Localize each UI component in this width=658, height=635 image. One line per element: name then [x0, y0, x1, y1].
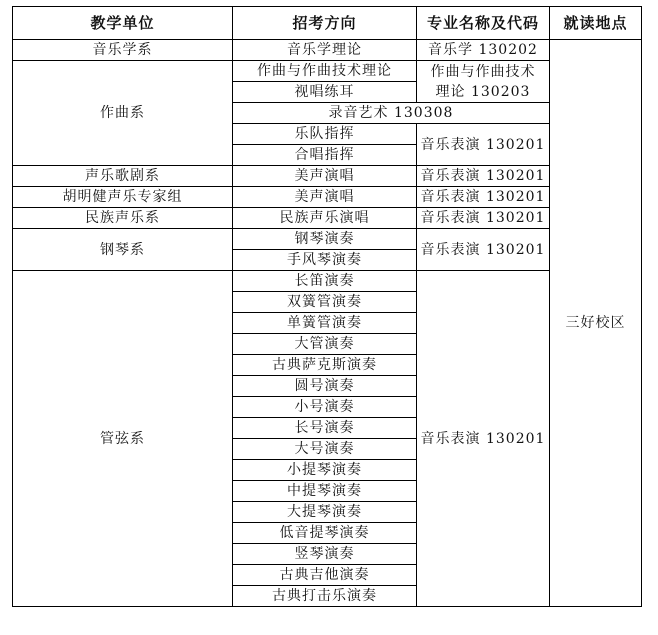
direction-cell: 视唱练耳 [233, 82, 417, 103]
unit-cell: 声乐歌剧系 [13, 166, 233, 187]
header-unit: 教学单位 [13, 7, 233, 40]
major-cell: 音乐表演 130201 [417, 208, 550, 229]
direction-cell: 美声演唱 [233, 187, 417, 208]
direction-cell: 长笛演奏 [233, 271, 417, 292]
major-cell: 音乐表演 130201 [417, 229, 550, 271]
direction-cell: 竖琴演奏 [233, 544, 417, 565]
admissions-table [12, 6, 642, 607]
direction-cell: 圆号演奏 [233, 376, 417, 397]
table-row [13, 271, 642, 292]
major-line: 理论 130203 [435, 83, 531, 100]
direction-cell: 大号演奏 [233, 439, 417, 460]
major-cell [417, 61, 550, 103]
direction-cell: 合唱指挥 [233, 145, 417, 166]
direction-cell: 古典吉他演奏 [233, 565, 417, 586]
major-cell: 音乐学 130202 [417, 40, 550, 61]
table-row [13, 61, 642, 82]
unit-cell: 作曲系 [13, 61, 233, 166]
direction-cell: 古典打击乐演奏 [233, 586, 417, 607]
direction-cell: 钢琴演奏 [233, 229, 417, 250]
table-row [13, 229, 642, 250]
unit-cell: 胡明健声乐专家组 [13, 187, 233, 208]
direction-cell: 小提琴演奏 [233, 460, 417, 481]
admissions-table-container [12, 6, 642, 607]
major-cell: 音乐表演 130201 [417, 166, 550, 187]
header-location: 就读地点 [550, 7, 642, 40]
major-cell: 音乐表演 130201 [417, 187, 550, 208]
direction-cell: 单簧管演奏 [233, 313, 417, 334]
unit-cell: 民族声乐系 [13, 208, 233, 229]
direction-cell: 作曲与作曲技术理论 [233, 61, 417, 82]
table-row [13, 187, 642, 208]
direction-cell: 音乐学理论 [233, 40, 417, 61]
unit-cell: 音乐学系 [13, 40, 233, 61]
direction-cell: 长号演奏 [233, 418, 417, 439]
direction-cell: 大管演奏 [233, 334, 417, 355]
unit-cell: 管弦系 [13, 271, 233, 607]
table-row [13, 40, 642, 61]
direction-cell: 手风琴演奏 [233, 250, 417, 271]
direction-cell: 民族声乐演唱 [233, 208, 417, 229]
direction-cell: 乐队指挥 [233, 124, 417, 145]
location-cell: 三好校区 [550, 40, 642, 607]
major-cell: 音乐表演 130201 [417, 124, 550, 166]
direction-cell: 古典萨克斯演奏 [233, 355, 417, 376]
table-row [13, 166, 642, 187]
direction-cell: 中提琴演奏 [233, 481, 417, 502]
unit-cell: 钢琴系 [13, 229, 233, 271]
direction-cell: 低音提琴演奏 [233, 523, 417, 544]
direction-cell: 大提琴演奏 [233, 502, 417, 523]
header-row [13, 7, 642, 40]
major-cell: 音乐表演 130201 [417, 271, 550, 607]
table-row [13, 208, 642, 229]
header-direction: 招考方向 [233, 7, 417, 40]
direction-cell: 小号演奏 [233, 397, 417, 418]
direction-cell: 双簧管演奏 [233, 292, 417, 313]
major-line: 作曲与作曲技术 [430, 63, 536, 80]
direction-cell: 美声演唱 [233, 166, 417, 187]
merged-cell: 录音艺术 130308 [233, 103, 550, 124]
header-major: 专业名称及代码 [417, 7, 550, 40]
